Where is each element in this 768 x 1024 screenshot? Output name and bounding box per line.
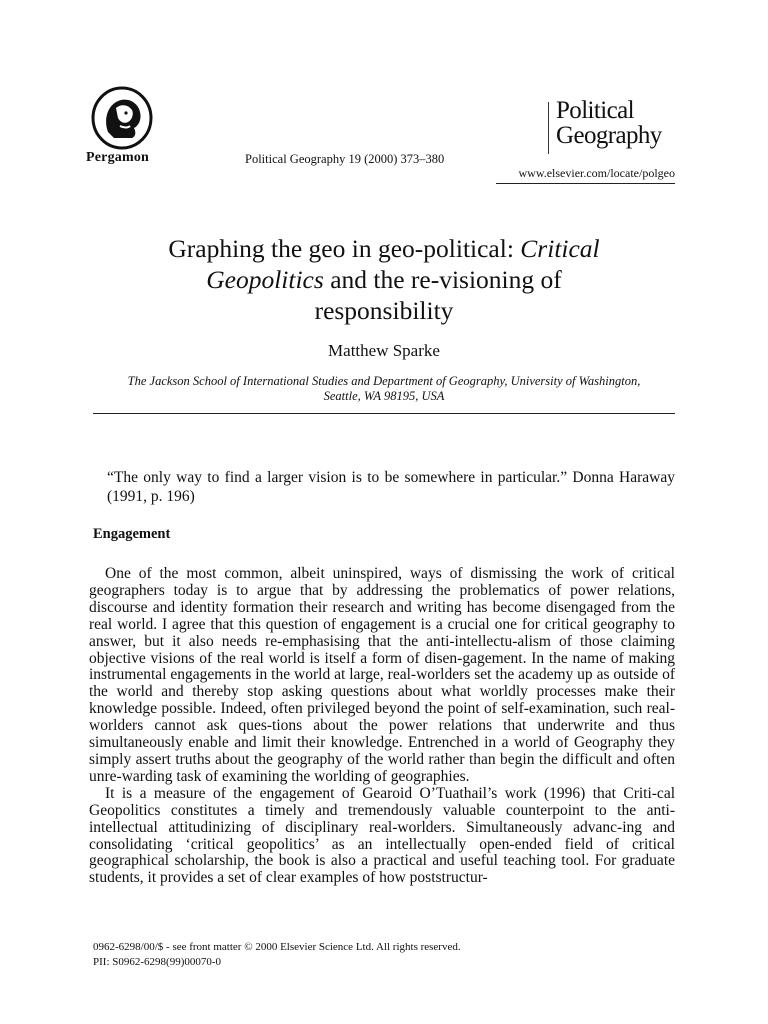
title-rule <box>93 413 675 414</box>
paragraph: One of the most common, albeit uninspired, ways of dismissing the work of critical geographers today is to argue that by addressing the problematics of power relations, discourse and identity formation their research and writing has become disengaged from the real world. I agree that this question of engagement is a crucial one for critical geography to answer, but it also needs re-emphasising that the anti-intellectu-alism of those claiming objective visions of the real world is itself a form of disen-gagement. In the name of making instrumental engagements in the world at large, real-worlders set the academy up as outside of the world and thereby stop asking questions about what worldly processes make their knowledge possible. Indeed, often privileged beyond the point of self-examination, such real-worlders cannot ask ques-tions about the power relations that underwrite and thus simultaneously enable and limit their knowledge. Entrenched in a world of Geography they simply assert truths about the geography of the world rather than begin the difficult and often unre-warding task of examining the worlding of geographies. <box>89 565 675 785</box>
footer-copyright: 0962-6298/00/$ - see front matter © 2000 Elsevier Science Ltd. All rights reserved. <box>93 941 461 953</box>
section-heading: Engagement <box>93 526 171 542</box>
author-name: Matthew Sparke <box>328 341 440 360</box>
page-footer <box>93 940 461 970</box>
article-title <box>93 233 675 326</box>
pergamon-emblem-icon <box>90 86 154 150</box>
journal-url[interactable]: www.elsevier.com/locate/polgeo <box>518 166 675 180</box>
publisher-logo <box>86 86 166 166</box>
title-part2: and the re-visioning of <box>323 265 562 294</box>
title-italic1: Critical <box>520 234 600 263</box>
publisher-name: Pergamon <box>86 150 150 165</box>
title-part3: responsibility <box>314 296 454 325</box>
journal-logo-line1: Political <box>556 97 634 124</box>
body-text <box>89 566 675 887</box>
journal-logo <box>556 98 662 148</box>
affiliation-line2: Seattle, WA 98195, USA <box>323 389 445 403</box>
title-part1: Graphing the geo in geo-political: <box>168 234 521 263</box>
header-rule <box>496 183 675 184</box>
affiliation-line1: The Jackson School of International Studies and Department of Geography, University of Washington, <box>127 374 641 388</box>
paragraph: It is a measure of the engagement of Gearoid O’Tuathail’s work (1996) that Criti-cal Geopolitics constitutes a timely and tremendously valuable counterpoint to the anti-intellectual attitudinizing of disciplinary real-worlders. Simultaneously advanc-ing and consolidating ‘critical geopolitics’ as an intellectually open-ended field of critical geographical scholarship, the book is also a practical and useful teaching tool. For graduate students, it provides a set of clear examples of how poststructur- <box>89 784 675 887</box>
journal-logo-line2: Geography <box>556 122 662 149</box>
epigraph: “The only way to find a larger vision is to be somewhere in particular.” Donna Haraway (1991, p. 196) <box>107 469 675 505</box>
footer-pii: PII: S0962-6298(99)00070-0 <box>93 956 222 968</box>
journal-logo-bar <box>548 102 549 154</box>
author-affiliation <box>80 374 688 404</box>
title-italic2: Geopolitics <box>206 265 324 294</box>
journal-citation: Political Geography 19 (2000) 373–380 <box>245 152 445 166</box>
